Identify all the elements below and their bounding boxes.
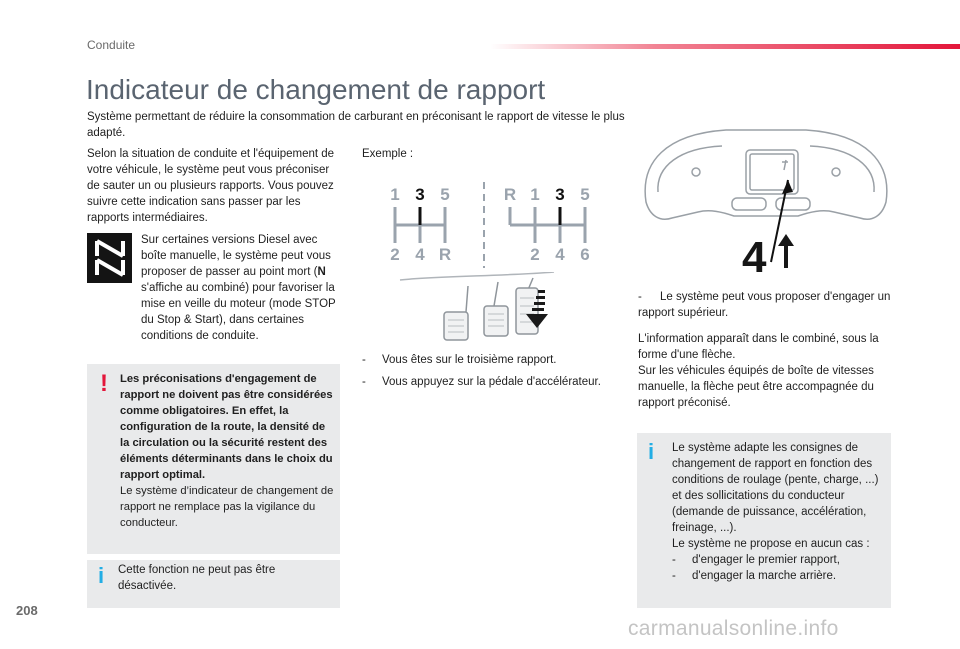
pedals-illustration (398, 272, 558, 347)
info-item-first-gear: d'engager le premier rapport, (692, 554, 840, 566)
gear-right-top-1: 1 (530, 185, 540, 204)
page-number: 208 (16, 603, 38, 618)
gear-right-top-r: R (503, 185, 517, 204)
gear-right-top-5: 5 (580, 185, 590, 204)
diesel-paragraph (141, 232, 341, 344)
example-label: Exemple : (362, 148, 414, 160)
warning-icon: ! (100, 370, 108, 397)
gear-right-bottom-6: 6 (580, 245, 590, 264)
neutral-n-icon (93, 238, 127, 278)
intro-text: Système permettant de réduire la consommation de carburant en préconisant le rapport de vitesse le plus adapté. (87, 111, 625, 139)
gear-left-bottom-r: R (438, 245, 452, 264)
gear-pattern-diagram (380, 180, 630, 270)
page-title: Indicateur de changement de rapport (86, 74, 546, 105)
gear-left-bottom-4: 4 (415, 245, 425, 264)
bullet-dash: - (672, 554, 676, 566)
gear-right-bottom-4: 4 (555, 245, 565, 264)
bullet-dash: - (362, 376, 366, 388)
gear-right-top-3: 3 (555, 185, 565, 204)
diesel-text-2: s'affiche au combiné) pour favoriser la mise en veille du moteur (mode STOP du Stop & Start), dans certaines conditions de conduite. (141, 282, 336, 342)
warning-text (120, 371, 335, 531)
warning-normal-text: Le système d’indicateur de changement de rapport ne remplace pas la vigilance du conducteur. (120, 485, 334, 529)
bullet-text: Le système peut vous proposer d'engager un rapport supérieur. (638, 291, 891, 319)
bullet-text: Vous appuyez sur la pédale d'accélérateur. (382, 376, 601, 388)
arrow-info-text-1: L'information apparaît dans le combiné, sous la forme d'une flèche. (638, 333, 879, 361)
situation-paragraph: Selon la situation de conduite et l'équipement de votre véhicule, le système peut vous préconiser de sauter un ou plusieurs rapports. Vous pouvez suivre cette indication sans passer par les rapports intermédiaires. (87, 148, 335, 224)
bullet-dash: - (362, 354, 366, 366)
bullet-accelerator (362, 374, 622, 390)
gear-left-bottom-2: 2 (390, 245, 400, 264)
watermark: carmanualsonline.info (628, 617, 839, 640)
info-icon: i (98, 563, 105, 588)
gear-left-top-3: 3 (415, 185, 425, 204)
gear-left-top-1: 1 (390, 185, 400, 204)
gear-right-bottom-2: 2 (530, 245, 540, 264)
display-gear-number: 4 (742, 233, 767, 278)
gear-left-top-5: 5 (440, 185, 450, 204)
bullet-third-gear (362, 352, 622, 368)
info-system-line2: Le système ne propose en aucun cas : (672, 538, 870, 550)
gear-up-display-icon (738, 228, 798, 278)
arrow-info-text-2: Sur les véhicules équipés de boîte de vitesses manuelle, la flèche peut être accompagnée du rapport préconisé. (638, 365, 874, 409)
header-accent-bar (490, 44, 960, 49)
info-item-reverse: d'engager la marche arrière. (692, 570, 837, 582)
bullet-dash: - (638, 291, 642, 303)
bullet-text: Vous êtes sur le troisième rapport. (382, 354, 557, 366)
bullet-dash: - (672, 570, 676, 582)
bullet-upshift (638, 289, 893, 321)
info-deactivation-text: Cette fonction ne peut pas être désactivée. (118, 564, 276, 592)
section-label: Conduite (87, 38, 136, 52)
warning-bold-text: Les préconisations d'engagement de rapport ne doivent pas être considérées comme obligatoires. En effet, la configuration de la route, la densité de la circulation ou la sécurité restent des éléments déterminants dans le choix du rapport optimal. (120, 373, 333, 481)
info-system-text (672, 440, 882, 584)
info-system-paragraph: Le système adapte les consignes de changement de rapport en fonction des conditions de roulage (pente, charge, ...) et des sollicitations du conducteur (demande de puissance, accélération, freinage, ...). (672, 442, 879, 534)
arrow-info-paragraph (638, 331, 896, 411)
info-icon: i (648, 439, 655, 464)
diesel-text-1: Sur certaines versions Diesel avec boîte manuelle, le système peut vous proposer de passer au point mort ( (141, 234, 331, 278)
diesel-text-bold: N (317, 266, 326, 278)
neutral-badge (87, 233, 132, 283)
